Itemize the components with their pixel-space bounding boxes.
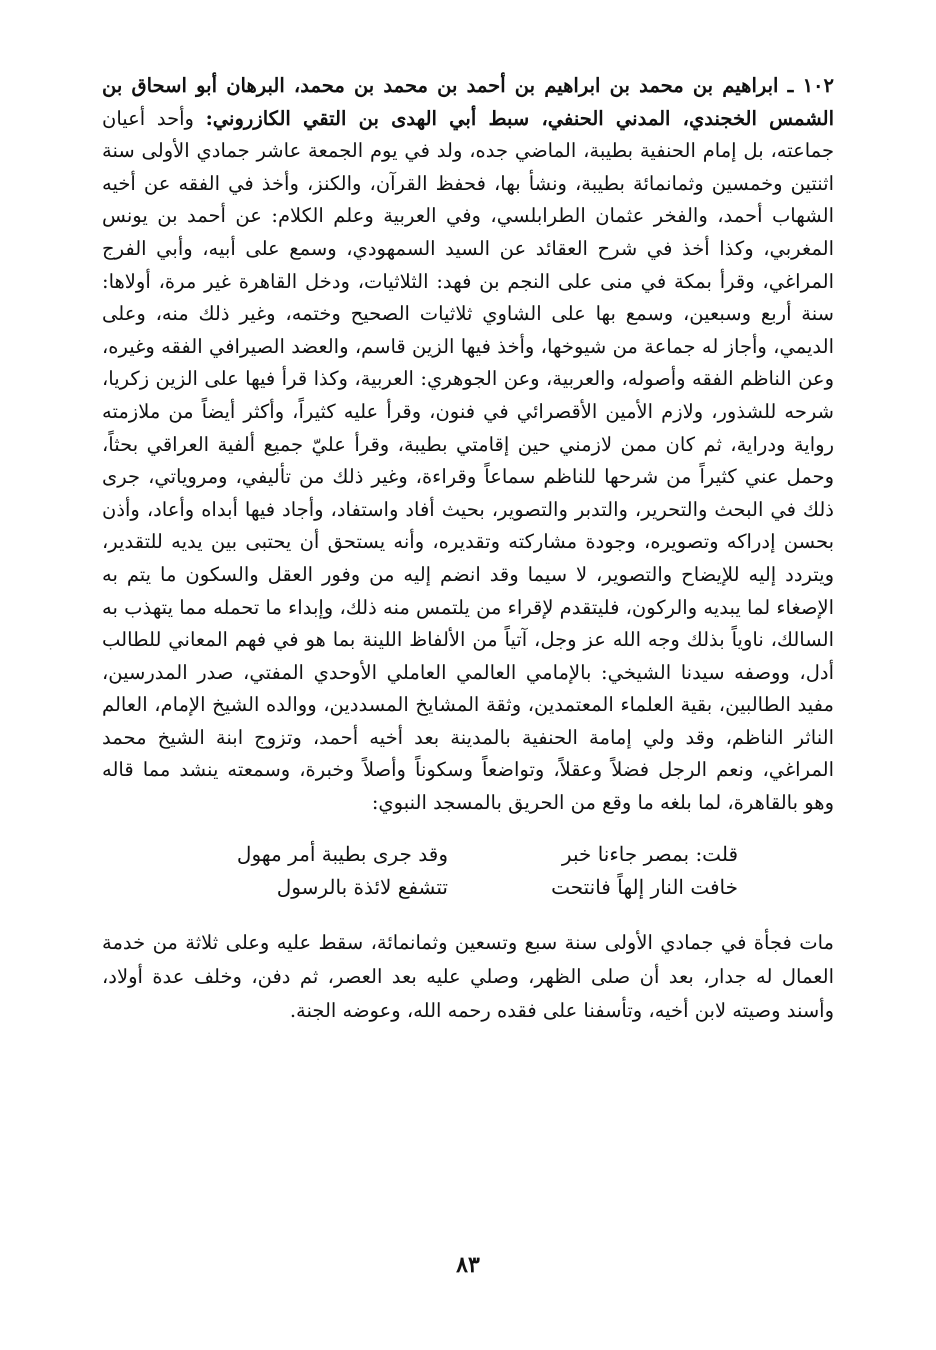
verse-second-hemistich: تتشفع لائذة بالرسول [276, 874, 448, 899]
entry-body: وأحد أعيان جماعته، بل إمام الحنفية بطيبة، الماضي جده، ولد في يوم الجمعة عاشر جمادي الأولى سنة اثنتين وخمسين وثمانمائة بطيبة، ونشأ بها، فحفظ القرآن، والكنز، وأخذ في الفقه عن أخيه الشهاب أحمد، والفخر عثمان الطرابلسي، وفي العربية وعلم الكلام: عن أحمد بن يونس المغربي، وكذا أخذ في شرح العقائد عن السيد السمهودي، وسمع على أبيه، وأبي الفرج المراغي، وقرأ بمكة في منى على النجم بن فهد: الثلاثيات، ودخل القاهرة غير مرة، أولاها: سنة أربع وسبعين، وسمع بها على الشاوي ثلاثيات الصحيح وختمه، وغير ذلك منه، وعلى الديمي، وأجاز له جماعة من شيوخها، وأخذ فيها الزين قاسم، والعضد الصيرافي الفقه وغيره، وعن الناظم الفقه وأصوله، والعربية، وعن الجوهري: العربية، وكذا قرأ فيها على الزين زكريا، شرحه للشذور، ولازم الأمين الأقصرائي في فنون، وقرأ عليه كثيراً، وأكثر أيضاً من ملازمته رواية ودراية، ثم كان ممن لازمني حين إقامتي بطيبة، وقرأ عليّ جميع ألفية العراقي بحثاً، وحمل عني كثيراً من شرحها للناظم سماعاً وقراءة، وغير ذلك من تأليفي، ومروياتي، جرى ذلك في البحث والتحرير، والتدبر والتصوير، بحيث أفاد واستفاد، وأجاد فيها أبداه وأعاد، وأذن بحسن إدراكه وتصويره، وجودة مشاركته وتقديره، وأنه يستحق أن يحتبى بين يديه للتقدير، ويتردد إليه للإيضاح والتصوير، لا سيما وقد انضم إليه من وفور العقل والسكون ما يتم به الإصغاء لما يبديه والركون، فليتقدم لإقراء من يلتمس منه ذلك، وإبداء ما تحمله مما يتهذب به السالك، ناوياً بذلك وجه الله عز وجل، آتياً من الألفاظ اللينة بما هو في فهم المعاني للطالب أدل، ووصفه سيدنا الشيخي: بالإمامي العالمي العاملي الأوحدي المفتي، صدر المدرسين، مفيد الطالبين، بقية العلماء المعتمدين، وثقة المشايخ المسددين، ووالده الشيخ الإمام، العالم الناثر الناظم، وقد ولي إمامة الحنفية بالمدينة بعد أخيه أحمد، وتزوج ابنة الشيخ محمد المراغي، ونعم الرجل فضلاً وعقلاً، وتواضعاً وسكوناً وأصلاً وخبرة، وسمعته ينشد مما قاله وهو بالقاهرة، لما بلغه ما وقع من الحريق بالمسجد النبوي: [102, 106, 834, 815]
biography-entry [102, 70, 834, 820]
poem-verse-2 [102, 871, 834, 904]
verse-first-hemistich: خافت النار إلهاً فانتحت [551, 874, 738, 899]
entry-heading: ١٠٢ ـ ابراهيم بن محمد بن ابراهيم بن أحمد بن محمد بن محمد، البرهان أبو اسحاق بن الشمس الخجندي، المدني الحنفي، سبط أبي الهدى بن التقي الكازروني: [102, 74, 835, 130]
page-number: ٨٣ [456, 1252, 480, 1278]
poem-verse-1 [102, 838, 834, 871]
verse-second-hemistich: وقد جرى بطيبة أمر مهول [236, 841, 448, 866]
poem [102, 838, 834, 904]
closing-paragraph: مات فجأة في جمادي الأولى سنة سبع وتسعين وثمانمائة، سقط عليه وعلى ثلاثة من خدمة العمال له جدار، بعد أن صلى الظهر، وصلي عليه بعد العصر، ثم دفن، وخلف عدة أولاد، وأسند وصيته لابن أخيه، وتأسفنا على فقده رحمه الله، وعوضه الجنة. [102, 930, 834, 1022]
verse-first-hemistich: قلت: بمصر جاءنا خبر [561, 841, 738, 866]
